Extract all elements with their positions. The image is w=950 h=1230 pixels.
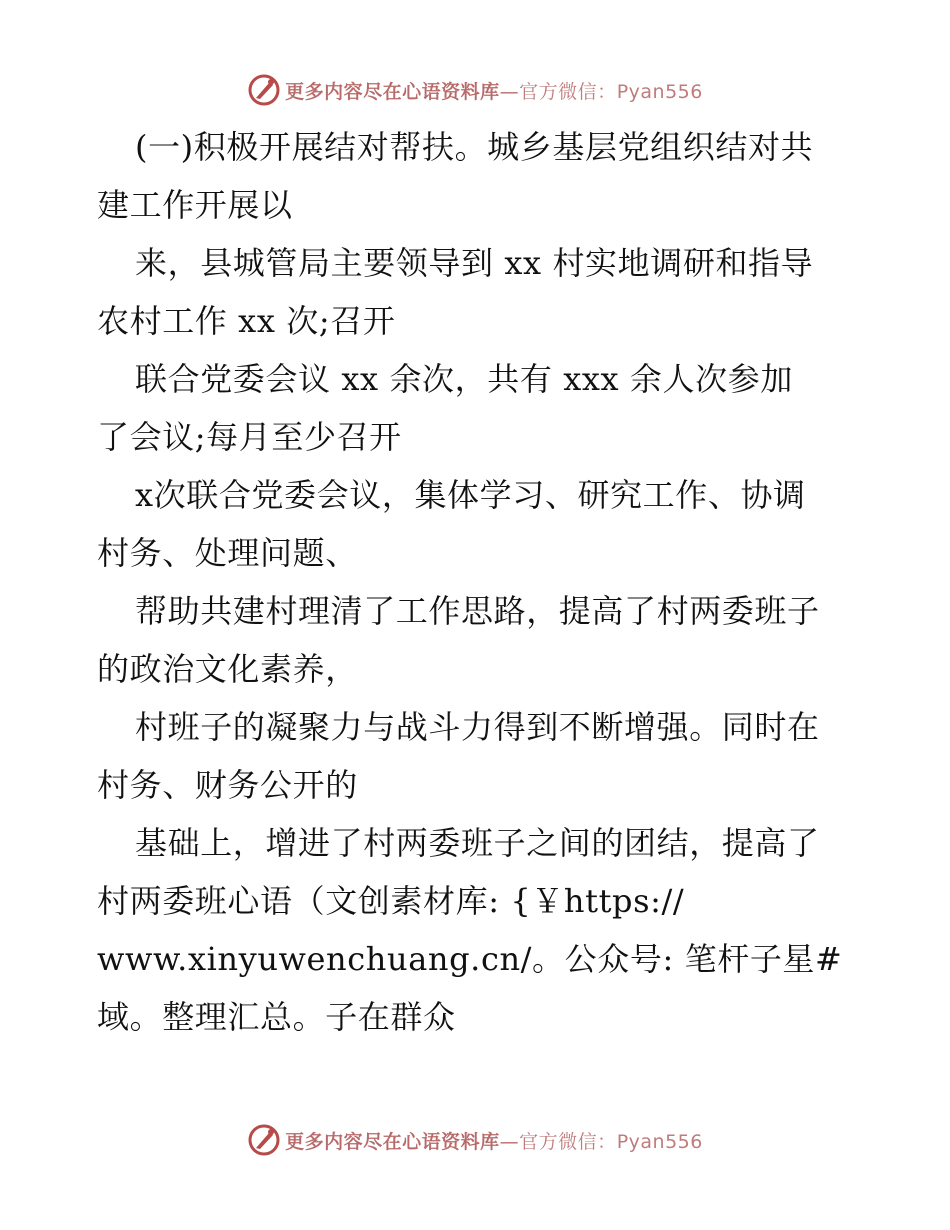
watermark-dash: —: [499, 80, 520, 103]
text-line: 村务、财务公开的: [97, 766, 358, 804]
text-line: 的政治文化素养，: [97, 650, 358, 688]
text-line: 建工作开展以: [97, 186, 293, 224]
red-quill-circle-icon: [247, 73, 281, 107]
text-line: x次联合党委会议，集体学习、研究工作、协调: [135, 476, 806, 514]
watermark-main: 更多内容尽在心语资料库: [285, 80, 500, 103]
text-line: www.xinyuwenchuang.cn/。公众号: 笔杆子星#: [97, 940, 843, 978]
text-line: 帮助共建村理清了工作思路，提高了村两委班子: [135, 592, 820, 630]
text-line: 农村工作 xx 次;召开: [97, 302, 396, 340]
text-line: 域。整理汇总。子在群众: [97, 998, 456, 1036]
watermark-main: 更多内容尽在心语资料库: [285, 1130, 500, 1153]
text-line: 村班子的凝聚力与战斗力得到不断增强。同时在: [135, 708, 820, 746]
text-line: 基础上，增进了村两委班子之间的团结，提高了: [135, 824, 820, 862]
watermark-text: [285, 77, 703, 104]
watermark-text: [285, 1127, 703, 1154]
document-body: [97, 118, 857, 1046]
header-watermark: [0, 70, 950, 110]
watermark-id: Pyan556: [616, 1130, 703, 1153]
watermark-sub: 官方微信：: [519, 80, 617, 103]
text-line: 来，县城管局主要领导到 xx 村实地调研和指导: [135, 244, 814, 282]
watermark-id: Pyan556: [616, 80, 703, 103]
watermark-dash: —: [499, 1130, 520, 1153]
red-quill-circle-icon: [247, 1123, 281, 1157]
footer-watermark: [0, 1120, 950, 1160]
text-line: 了会议;每月至少召开: [97, 418, 402, 456]
watermark-sub: 官方微信：: [519, 1130, 617, 1153]
text-line: 村务、处理问题、: [97, 534, 358, 572]
text-line: 村两委班心语（文创素材库: {￥https://: [97, 882, 685, 920]
text-line: (一)积极开展结对帮扶。城乡基层党组织结对共: [135, 128, 814, 166]
text-line: 联合党委会议 xx 余次，共有 xxx 余人次参加: [135, 360, 793, 398]
